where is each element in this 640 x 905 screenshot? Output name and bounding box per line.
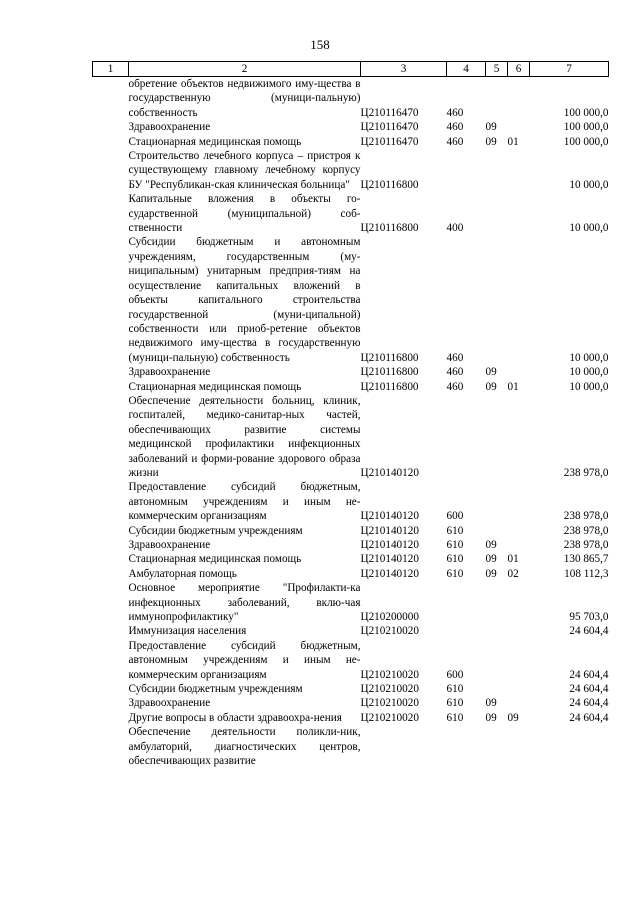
cell-col-1 bbox=[93, 538, 129, 552]
table-row bbox=[93, 380, 609, 394]
target-article-code: Ц210116800 bbox=[360, 222, 419, 235]
amount: 24 604,4 bbox=[569, 625, 609, 638]
header-col-1: 1 bbox=[93, 62, 129, 77]
section-code bbox=[486, 725, 508, 768]
section-code bbox=[486, 581, 508, 624]
expense-type-code: 400 bbox=[446, 222, 464, 235]
expense-name: Основное мероприятие "Профилакти-ка инфекционных заболеваний, вклю-чая иммунопрофилактику" bbox=[128, 582, 361, 624]
amount: 10 000,0 bbox=[569, 366, 609, 379]
section-code bbox=[486, 394, 508, 480]
expense-name: Здравоохранение bbox=[128, 121, 211, 134]
amount: 238 978,0 bbox=[563, 539, 609, 551]
table-row bbox=[93, 120, 609, 134]
header-col-4: 4 bbox=[447, 62, 486, 77]
section-code bbox=[486, 77, 508, 121]
cell-col-1 bbox=[93, 581, 129, 624]
cell-col-1 bbox=[93, 149, 129, 192]
amount: 238 978,0 bbox=[563, 524, 609, 537]
section-code: 09 bbox=[485, 121, 497, 134]
section-code bbox=[486, 624, 508, 638]
expense-type-code: 460 bbox=[446, 135, 464, 148]
header-col-7: 7 bbox=[530, 62, 609, 77]
section-code: 09 bbox=[485, 711, 497, 724]
expense-name: Субсидии бюджетным учреждениям bbox=[128, 524, 303, 537]
expense-name: Обеспечение деятельности поликли-ник, амбулаторий, диагностических центров, обеспечивающих развитие bbox=[128, 726, 361, 768]
section-code bbox=[486, 524, 508, 538]
subsection-code: 09 bbox=[507, 711, 519, 724]
cell-col-1 bbox=[93, 711, 129, 725]
subsection-code bbox=[508, 77, 530, 121]
subsection-code bbox=[508, 192, 530, 235]
table-row bbox=[93, 567, 609, 581]
table-row bbox=[93, 725, 609, 768]
target-article-code: Ц210140120 bbox=[360, 510, 419, 523]
expense-type-code: 610 bbox=[446, 711, 464, 724]
subsection-code bbox=[508, 624, 530, 638]
amount: 238 978,0 bbox=[563, 510, 609, 523]
cell-col-1 bbox=[93, 624, 129, 638]
target-article-code: Ц210116800 bbox=[360, 380, 419, 393]
target-article-code: Ц210140120 bbox=[360, 553, 419, 566]
subsection-code: 01 bbox=[507, 380, 519, 393]
amount: 108 112,3 bbox=[564, 567, 609, 580]
expense-type-code bbox=[447, 624, 486, 638]
cell-col-1 bbox=[93, 696, 129, 710]
page-number: 158 bbox=[310, 37, 330, 52]
section-code: 09 bbox=[485, 135, 497, 148]
target-article-code: Ц210116800 bbox=[360, 351, 419, 364]
amount: 100 000,0 bbox=[563, 106, 609, 119]
subsection-code: 02 bbox=[507, 567, 519, 580]
target-article-code: Ц210210020 bbox=[360, 668, 419, 681]
section-code: 09 bbox=[485, 539, 497, 551]
expense-type-code: 460 bbox=[446, 121, 464, 134]
expense-name: Капитальные вложения в объекты го-сударственной (муниципальной) соб-ственности bbox=[128, 193, 361, 235]
cell-col-1 bbox=[93, 235, 129, 365]
table-row bbox=[93, 149, 609, 192]
target-article-code bbox=[361, 725, 447, 768]
target-article-code: Ц210210020 bbox=[360, 683, 419, 696]
subsection-code bbox=[508, 682, 530, 696]
expense-type-code: 460 bbox=[446, 106, 464, 119]
expense-type-code bbox=[447, 725, 486, 768]
section-code bbox=[486, 480, 508, 523]
amount: 10 000,0 bbox=[569, 380, 609, 393]
expense-name: Стационарная медицинская помощь bbox=[128, 380, 302, 393]
table-row bbox=[93, 696, 609, 710]
subsection-code bbox=[508, 149, 530, 192]
table-row bbox=[93, 235, 609, 365]
amount: 10 000,0 bbox=[569, 351, 609, 364]
amount: 24 604,4 bbox=[569, 711, 609, 724]
expense-type-code bbox=[447, 394, 486, 480]
expense-type-code: 610 bbox=[446, 697, 464, 710]
table-row bbox=[93, 365, 609, 379]
cell-col-1 bbox=[93, 120, 129, 134]
target-article-code: Ц210140120 bbox=[360, 539, 419, 551]
expense-type-code: 460 bbox=[446, 366, 464, 379]
target-article-code: Ц210210020 bbox=[360, 625, 419, 638]
subsection-code bbox=[508, 538, 530, 552]
cell-col-1 bbox=[93, 135, 129, 149]
expense-name: Иммунизация населения bbox=[128, 625, 247, 638]
table-header bbox=[93, 62, 609, 77]
table-row bbox=[93, 624, 609, 638]
section-code: 09 bbox=[485, 553, 497, 566]
table-body bbox=[93, 77, 609, 769]
header-col-5: 5 bbox=[486, 62, 508, 77]
table-row bbox=[93, 524, 609, 538]
expense-name: Обеспечение деятельности больниц, клиник, госпиталей, медико-санитар-ных частей, обеспечивающих развитие системы медицинской профилактики инфекционных заболеваний и форми-рование здорового образа жизни bbox=[128, 394, 361, 479]
target-article-code: Ц210140120 bbox=[360, 466, 419, 479]
cell-col-1 bbox=[93, 567, 129, 581]
target-article-code: Ц210140120 bbox=[360, 524, 419, 537]
table-row bbox=[93, 135, 609, 149]
target-article-code: Ц210116800 bbox=[360, 366, 419, 379]
subsection-code bbox=[508, 581, 530, 624]
section-code bbox=[486, 639, 508, 682]
amount: 10 000,0 bbox=[569, 222, 609, 235]
expense-name: Субсидии бюджетным учреждениям bbox=[128, 683, 303, 696]
header-col-3: 3 bbox=[361, 62, 447, 77]
table-row bbox=[93, 480, 609, 523]
subsection-code: 01 bbox=[507, 135, 519, 148]
target-article-code: Ц210210020 bbox=[360, 711, 419, 724]
section-code: 09 bbox=[485, 366, 497, 379]
expense-name: Здравоохранение bbox=[128, 697, 211, 710]
cell-col-1 bbox=[93, 682, 129, 696]
header-col-6: 6 bbox=[508, 62, 530, 77]
expense-name: Здравоохранение bbox=[128, 366, 211, 379]
expense-type-code: 460 bbox=[446, 380, 464, 393]
subsection-code bbox=[508, 524, 530, 538]
expense-name: Строительство лечебного корпуса – пристроя к существующему главному лечебному корпусу БУ "Республикан-ская клиническая больница" bbox=[128, 150, 361, 191]
expense-name: Здравоохранение bbox=[128, 539, 211, 551]
cell-col-1 bbox=[93, 77, 129, 121]
table-row bbox=[93, 77, 609, 121]
table-row bbox=[93, 639, 609, 682]
budget-table bbox=[92, 61, 609, 769]
amount: 24 604,4 bbox=[569, 697, 609, 710]
table-row bbox=[93, 552, 609, 566]
cell-col-1 bbox=[93, 380, 129, 394]
section-code bbox=[486, 235, 508, 365]
cell-col-1 bbox=[93, 552, 129, 566]
subsection-code bbox=[508, 394, 530, 480]
amount: 24 604,4 bbox=[569, 668, 609, 681]
target-article-code: Ц210200000 bbox=[360, 611, 419, 624]
expense-type-code bbox=[447, 581, 486, 624]
expense-type-code bbox=[447, 149, 486, 192]
subsection-code bbox=[508, 639, 530, 682]
expense-name: Предоставление субсидий бюджетным, автономным учреждениям и иным не-коммерческим организациям bbox=[128, 639, 361, 681]
expense-name: Стационарная медицинская помощь bbox=[128, 553, 302, 566]
amount: 24 604,4 bbox=[569, 683, 609, 696]
subsection-code bbox=[508, 120, 530, 134]
cell-col-1 bbox=[93, 524, 129, 538]
amount: 130 865,7 bbox=[563, 553, 609, 566]
expense-type-code: 610 bbox=[446, 539, 464, 551]
table-row bbox=[93, 581, 609, 624]
table-row bbox=[93, 682, 609, 696]
section-code: 09 bbox=[485, 567, 497, 580]
amount: 95 703,0 bbox=[569, 611, 609, 624]
cell-col-1 bbox=[93, 639, 129, 682]
expense-name: Предоставление субсидий бюджетным, автономным учреждениям и иным не-коммерческим организациям bbox=[128, 481, 361, 523]
cell-col-1 bbox=[93, 725, 129, 768]
amount: 100 000,0 bbox=[563, 121, 609, 134]
subsection-code bbox=[508, 235, 530, 365]
subsection-code bbox=[508, 696, 530, 710]
expense-name: Другие вопросы в области здравоохра-нения bbox=[128, 711, 342, 724]
subsection-code: 01 bbox=[507, 553, 519, 566]
table-row bbox=[93, 711, 609, 725]
header-row bbox=[93, 62, 609, 77]
section-code: 09 bbox=[485, 380, 497, 393]
cell-col-1 bbox=[93, 394, 129, 480]
expense-type-code: 610 bbox=[446, 683, 464, 696]
subsection-code bbox=[508, 365, 530, 379]
section-code bbox=[486, 192, 508, 235]
cell-col-1 bbox=[93, 480, 129, 523]
cell-col-1 bbox=[93, 192, 129, 235]
target-article-code: Ц210116470 bbox=[360, 106, 419, 119]
expense-type-code: 600 bbox=[446, 510, 464, 523]
target-article-code: Ц210210020 bbox=[360, 697, 419, 710]
target-article-code: Ц210116470 bbox=[360, 135, 419, 148]
target-article-code: Ц210116800 bbox=[360, 178, 419, 191]
target-article-code: Ц210140120 bbox=[360, 567, 419, 580]
table-row bbox=[93, 394, 609, 480]
expense-type-code: 610 bbox=[446, 524, 464, 537]
amount: 238 978,0 bbox=[563, 466, 609, 479]
expense-name: Субсидии бюджетным и автономным учреждениям, государственным (му-ниципальным) унитарным предприя-тиям на осуществление капитальных вложений в объекты капитального строительства государственной (муни-ципальной) собственности или приоб-ретение объектов недвижимого иму-щества в государственную (муници-пальную) собственность bbox=[128, 236, 361, 364]
table-row bbox=[93, 192, 609, 235]
subsection-code bbox=[508, 480, 530, 523]
expense-name: обретение объектов недвижимого иму-щества в государственную (муници-пальную) собственность bbox=[128, 78, 361, 119]
cell-col-1 bbox=[93, 365, 129, 379]
expense-type-code: 610 bbox=[446, 553, 464, 566]
expense-type-code: 600 bbox=[446, 668, 464, 681]
section-code bbox=[486, 149, 508, 192]
header-col-2: 2 bbox=[129, 62, 361, 77]
amount: 10 000,0 bbox=[569, 178, 609, 191]
section-code: 09 bbox=[485, 697, 497, 710]
expense-name: Стационарная медицинская помощь bbox=[128, 135, 302, 148]
amount: 100 000,0 bbox=[563, 135, 609, 148]
expense-type-code: 610 bbox=[446, 567, 464, 580]
amount bbox=[530, 725, 609, 768]
subsection-code bbox=[508, 725, 530, 768]
expense-name: Амбулаторная помощь bbox=[128, 567, 237, 580]
section-code bbox=[486, 682, 508, 696]
expense-type-code: 460 bbox=[446, 351, 464, 364]
table-row bbox=[93, 538, 609, 552]
target-article-code: Ц210116470 bbox=[360, 121, 419, 134]
